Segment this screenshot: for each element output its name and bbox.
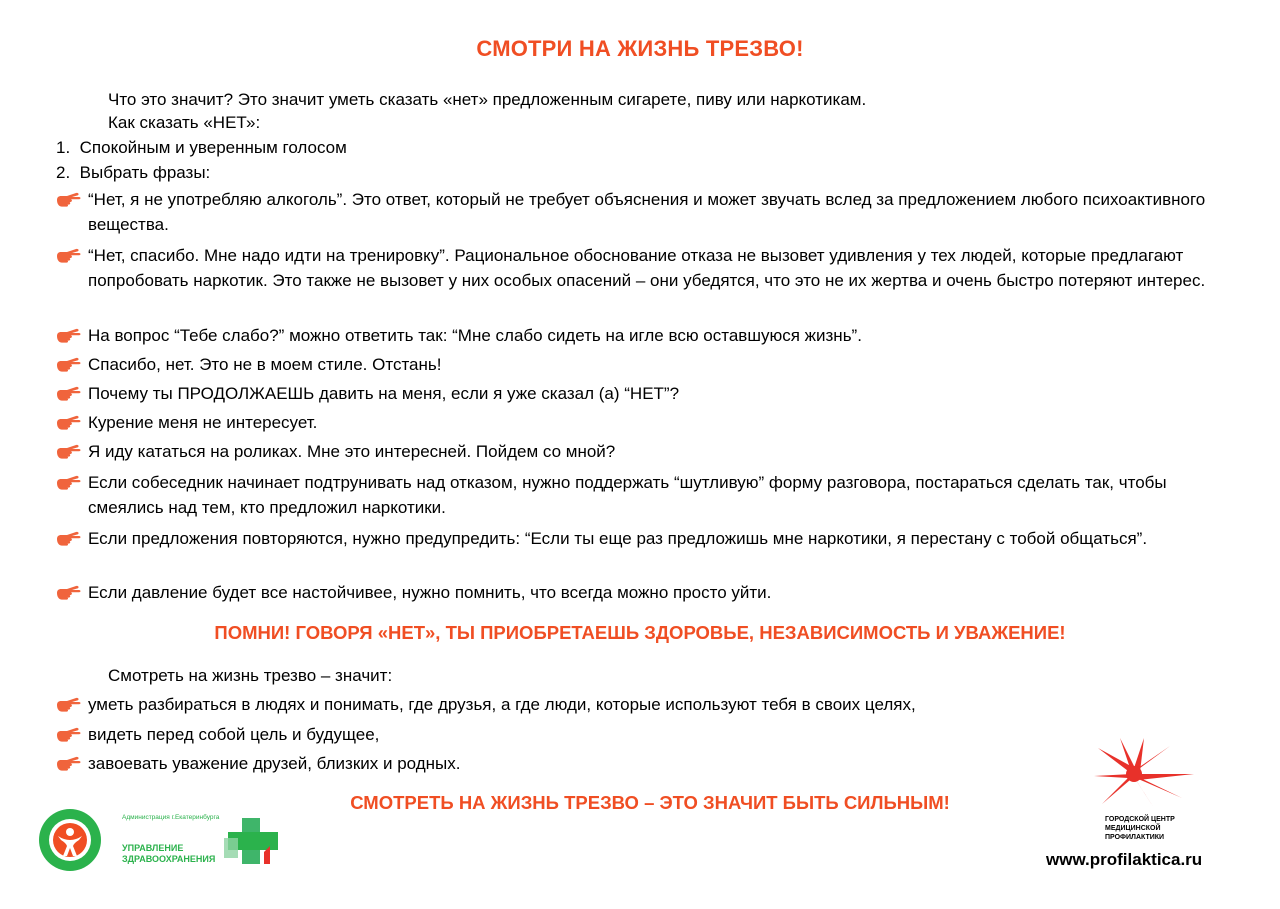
prevention-center-name-2: МЕДИЦИНСКОЙ: [1105, 825, 1161, 832]
intro-text: Что это значит? Это значит уметь сказать «нет» предложенным сигарете, пиву или наркотикам.: [108, 90, 867, 109]
phrase-item: Я иду кататься на роликах. Мне это интересней. Пойдем со мной?: [88, 442, 616, 461]
phrase-item: Почему ты ПРОДОЛЖАЕШЬ давить на меня, если я уже сказал (а) “НЕТ”?: [88, 384, 680, 403]
prevention-center-name-3: ПРОФИЛАКТИКИ: [1105, 834, 1165, 841]
numbered-item-1: [56, 135, 347, 160]
phrase-item: Спасибо, нет. Это не в моем стиле. Отстань!: [88, 355, 442, 374]
hand-pointer-icon: [56, 530, 82, 546]
hand-pointer-icon: [56, 247, 82, 263]
website-link[interactable]: www.profilaktica.ru: [1046, 850, 1203, 869]
medical-cross-icon: [224, 818, 282, 864]
how-to-say-heading: Как сказать «НЕТ»:: [108, 113, 261, 132]
numbered-item-number: 2.: [56, 163, 71, 182]
choose-life-logo: [38, 808, 102, 872]
poster-title: СМОТРИ НА ЖИЗНЬ ТРЕЗВО!: [476, 36, 804, 61]
hand-pointer-icon: [56, 356, 82, 372]
numbered-item-text: Выбрать фразы:: [79, 163, 211, 182]
phrase-item: Курение меня не интересует.: [88, 413, 318, 432]
prevention-center-logo-icon: [1094, 738, 1194, 810]
prevention-center-name-1: ГОРОДСКОЙ ЦЕНТР: [1105, 816, 1175, 823]
numbered-item-text: Спокойным и уверенным голосом: [79, 138, 347, 157]
slogan-remember: ПОМНИ! ГОВОРЯ «НЕТ», ТЫ ПРИОБРЕТАЕШЬ ЗДОРОВЬЕ, НЕЗАВИСИМОСТЬ И УВАЖЕНИЕ!: [214, 622, 1066, 643]
hand-pointer-icon: [56, 327, 82, 343]
hand-pointer-icon: [56, 755, 82, 771]
phrase-item: На вопрос “Тебе слабо?” можно ответить так: “Мне слабо сидеть на игле всю оставшуюся жизнь”.: [88, 326, 862, 345]
phrase-item: “Нет, я не употребляю алкоголь”. Это ответ, который не требует объяснения и может звучать вслед за предложением любого психоактивного вещества.: [88, 190, 1206, 234]
sober-point: завоевать уважение друзей, близких и родных.: [88, 754, 461, 773]
numbered-item-2: [56, 160, 210, 185]
hand-pointer-icon: [56, 385, 82, 401]
sober-intro: Смотреть на жизнь трезво – значит:: [108, 666, 393, 685]
phrase-item: Если собеседник начинает подтрунивать над отказом, нужно поддержать “шутливую” форму разговора, постараться сделать так, чтобы смеялись над тем, кто предложил наркотики.: [88, 473, 1167, 517]
hand-pointer-icon: [56, 414, 82, 430]
slogan-strong: СМОТРЕТЬ НА ЖИЗНЬ ТРЕЗВО – ЭТО ЗНАЧИТ БЫТЬ СИЛЬНЫМ!: [350, 792, 950, 813]
numbered-item-number: 1.: [56, 138, 71, 157]
admin-name-line-2: ЗДРАВООХРАНЕНИЯ: [122, 854, 216, 864]
phrase-item: Если давление будет все настойчивее, нужно помнить, что всегда можно просто уйти.: [88, 583, 772, 602]
sober-point: уметь разбираться в людях и понимать, где друзья, а где люди, которые используют тебя в своих целях,: [88, 695, 916, 714]
admin-caption: Администрация г.Екатеринбурга: [122, 814, 220, 821]
hand-pointer-icon: [56, 696, 82, 712]
hand-pointer-icon: [56, 726, 82, 742]
hand-pointer-icon: [56, 191, 82, 207]
hand-pointer-icon: [56, 584, 82, 600]
sober-point: видеть перед собой цель и будущее,: [88, 725, 380, 744]
admin-name-line-1: УПРАВЛЕНИЕ: [122, 843, 184, 853]
hand-pointer-icon: [56, 474, 82, 490]
hand-pointer-icon: [56, 443, 82, 459]
phrase-item: “Нет, спасибо. Мне надо идти на тренировку”. Рациональное обоснование отказа не вызовет удивления у тех людей, которые предлагают попробовать наркотик. Это также не вызовет у них особых опасений – они убедятся, что это не их жертва и очень быстро потеряют интерес.: [88, 246, 1206, 290]
phrase-item: Если предложения повторяются, нужно предупредить: “Если ты еще раз предложишь мне наркотики, я перестану с тобой общаться”.: [88, 529, 1148, 548]
